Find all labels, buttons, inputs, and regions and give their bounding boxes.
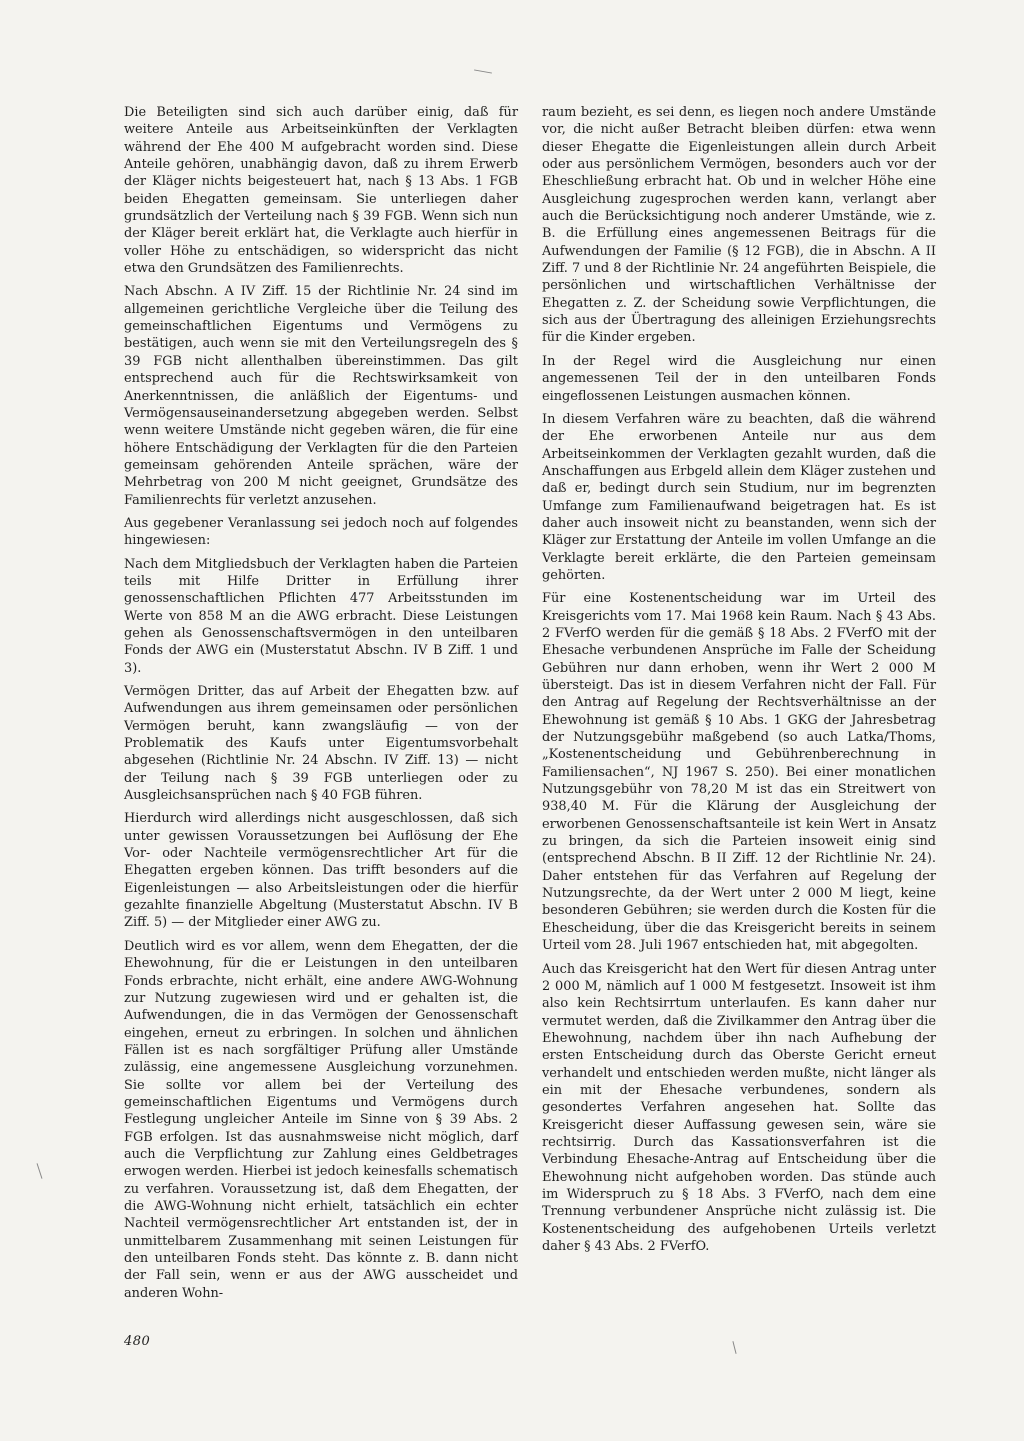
paragraph: Nach Abschn. A IV Ziff. 15 der Richtlinie Nr. 24 sind im allgemeinen gerichtliche Vergleiche über die Teilung des gemeinschaftlichen Eigentums und Vermögens zu bestätigen, auch wenn sie mit den Verteilungsregeln des § 39 FGB nicht allenthalben übereinstimmen. Das gilt entsprechend auch für die Rechtswirksamkeit von Anerkenntnissen, die anläßlich der Eigentums- und Vermögensauseinandersetzung abgegeben werden. Selbst wenn weitere Umstände nicht gegeben wären, die für eine höhere Entschädigung der Verklagten für die den Parteien gemeinsam gehörenden Anteile sprächen, wäre der Mehrbetrag von 200 M nicht geeignet, Grundsätze des Familienrechts für verletzt anzusehen. (124, 284, 518, 508)
paragraph: Hierdurch wird allerdings nicht ausgeschlossen, daß sich unter gewissen Voraussetzungen bei Auflösung der Ehe Vor- oder Nachteile vermögensrechtlicher Art für die Ehegatten ergeben können. Das trifft besonders auf die Eigenleistungen — also Arbeitsleistungen oder die hierfür gezahlte finanzielle Abgeltung (Musterstatut Abschn. IV B Ziff. 5) — der Mitglieder einer AWG zu. (124, 811, 518, 931)
paragraph: Für eine Kostenentscheidung war im Urteil des Kreisgerichts vom 17. Mai 1968 kein Raum. Nach § 43 Abs. 2 FVerfO werden für die gemäß § 18 Abs. 2 FVerfO mit der Ehesache verbundenen Ansprüche im Falle der Scheidung Gebühren nur dann erhoben, wenn ihr Wert 2 000 M übersteigt. Das ist in diesem Verfahren nicht der Fall. Für den Antrag auf Regelung der Rechtsverhältnisse an der Ehewohnung ist gemäß § 10 Abs. 1 GKG der Jahresbetrag der Nutzungsgebühr maßgebend (so auch Latka/Thoms, „Kostenentscheidung und Gebührenberechnung in Familiensachen“, NJ 1967 S. 250). Bei einer monatlichen Nutzungsgebühr von 78,20 M ist das ein Streitwert von 938,40 M. Für die Klärung der Ausgleichung der erworbenen Genossenschaftsanteile ist kein Wert in Ansatz zu bringen, da sich die Parteien insoweit einig sind (entsprechend Abschn. B II Ziff. 12 der Richtlinie Nr. 24). Daher entstehen für das Verfahren auf Regelung der Nutzungsrechte, da der Wert unter 2 000 M liegt, keine besonderen Gebühren; sie werden durch die Kosten für die Ehescheidung, über die das Kreisgericht bereits in seinem Urteil vom 28. Juli 1967 entschieden hat, mit abgegolten. (542, 591, 936, 954)
paragraph: Nach dem Mitgliedsbuch der Verklagten haben die Parteien teils mit Hilfe Dritter in Erfüllung ihrer genossenschaftlichen Pflichten 477 Arbeitsstunden im Werte von 858 M an die AWG erbracht. Diese Leistungen gehen als Genossenschaftsvermögen in den unteilbaren Fonds der AWG ein (Musterstatut Abschn. IV B Ziff. 1 und 3). (124, 556, 518, 676)
paragraph: In diesem Verfahren wäre zu beachten, daß die während der Ehe erworbenen Anteile nur aus dem Arbeitseinkommen der Verklagten gezahlt wurden, daß die Anschaffungen aus Erbgeld allein dem Kläger zustehen und daß er, bedingt durch sein Studium, nur im begrenzten Umfange zum Familienaufwand beigetragen hat. Es ist daher auch insoweit nicht zu beanstanden, wenn sich der Kläger zur Erstattung der Anteile im vollen Umfange an die Verklagte bereit erklärte, die den Parteien gemeinsam gehörten. (542, 411, 936, 583)
paragraph: Vermögen Dritter, das auf Arbeit der Ehegatten bzw. auf Aufwendungen aus ihrem gemeinsamen oder persönlichen Vermögen beruht, kann zwangsläufig — von der Problematik des Kaufs unter Eigentumsvorbehalt abgesehen (Richtlinie Nr. 24 Abschn. IV Ziff. 13) — nicht der Teilung nach § 39 FGB unterliegen oder zu Ausgleichsansprüchen nach § 40 FGB führen. (124, 684, 518, 804)
scan-speck (474, 69, 492, 73)
scan-speck (732, 1341, 736, 1354)
left-column (124, 104, 518, 1308)
right-column (542, 104, 936, 1261)
paragraph: Auch das Kreisgericht hat den Wert für diesen Antrag unter 2 000 M, nämlich auf 1 000 M festgesetzt. Insoweit ist ihm also kein Rechtsirrtum unterlaufen. Es kann daher nur vermutet werden, daß die Zivilkammer den Antrag über die Ehewohnung, nachdem über ihn nach Aufhebung der ersten Entscheidung durch das Oberste Gericht erneut verhandelt und entschieden werden mußte, nicht länger als ein mit der Ehesache verbundenes, sondern als gesondertes Verfahren angesehen hat. Sollte das Kreisgericht dieser Auffassung gewesen sein, wäre sie rechtsirrig. Durch das Kassationsverfahren ist die Verbindung Ehesache-Antrag auf Entscheidung über die Ehewohnung nicht aufgehoben worden. Das stünde auch im Widerspruch zu § 18 Abs. 3 FVerfO, nach dem eine Trennung verbundener Ansprüche nicht zulässig ist. Die Kostenentscheidung des aufgehobenen Urteils verletzt daher § 43 Abs. 2 FVerfO. (542, 961, 936, 1254)
paragraph: In der Regel wird die Ausgleichung nur einen angemessenen Teil der in den unteilbaren Fonds eingeflossenen Leistungen ausmachen können. (542, 353, 936, 404)
paragraph: Die Beteiligten sind sich auch darüber einig, daß für weitere Anteile aus Arbeitseinkünften der Verklagten während der Ehe 400 M aufgebracht worden sind. Diese Anteile gehören, unabhängig davon, daß zu ihrem Erwerb der Kläger nichts beigesteuert hat, nach § 13 Abs. 1 FGB beiden Ehegatten gemeinsam. Sie unterliegen daher grundsätzlich der Verteilung nach § 39 FGB. Wenn sich nun der Kläger bereit erklärt hat, die Verklagte auch hierfür in voller Höhe zu entschädigen, so widerspricht das nicht etwa den Grundsätzen des Familienrechts. (124, 105, 518, 277)
paragraph: raum bezieht, es sei denn, es liegen noch andere Umstände vor, die nicht außer Betracht bleiben dürfen: etwa wenn dieser Ehegatte die Eigenleistungen allein durch Arbeit oder aus persönlichem Vermögen, besonders auch vor der Eheschließung erbracht hat. Ob und in welcher Höhe eine Ausgleichung zugesprochen werden kann, verlangt aber auch die Berücksichtigung noch anderer Umstände, wie z. B. die Erfüllung eines angemessenen Beitrags für die Aufwendungen der Familie (§ 12 FGB), die in Abschn. A II Ziff. 7 und 8 der Richtlinie Nr. 24 angeführten Beispiele, die persönlichen und wirtschaftlichen Verhältnisse der Ehegatten z. Z. der Scheidung sowie Verpflichtungen, die sich aus der Übertragung des alleinigen Erziehungsrechts für die Kinder ergeben. (542, 105, 936, 346)
paragraph: Deutlich wird es vor allem, wenn dem Ehegatten, der die Ehewohnung, für die er Leistungen in den unteilbaren Fonds erbrachte, nicht erhält, eine andere AWG-Wohnung zur Nutzung zugewiesen wird und er gehalten ist, die Aufwendungen, die in das Vermögen der Genossenschaft eingehen, erneut zu erbringen. In solchen und ähnlichen Fällen ist es nach sorgfältiger Prüfung aller Umstände zulässig, eine angemessene Ausgleichung vorzunehmen. Sie sollte vor allem bei der Verteilung des gemeinschaftlichen Eigentums und Vermögens durch Festlegung ungleicher Anteile im Sinne von § 39 Abs. 2 FGB erfolgen. Ist das ausnahmsweise nicht möglich, darf auch die Verpflichtung zur Zahlung eines Geldbetrages erwogen werden. Hierbei ist jedoch keinesfalls schematisch zu verfahren. Voraussetzung ist, daß dem Ehegatten, der die AWG-Wohnung nicht erhielt, tatsächlich ein echter Nachteil vermögensrechtlicher Art entstanden ist, der in unmittelbarem Zusammenhang mit seinen Leistungen für den unteilbaren Fonds steht. Das könnte z. B. dann nicht der Fall sein, wenn er aus der AWG ausscheidet und anderen Wohn- (124, 938, 518, 1301)
paragraph: Aus gegebener Veranlassung sei jedoch noch auf folgendes hingewiesen: (124, 515, 518, 549)
scan-speck (37, 1163, 43, 1179)
page-number: 480 (124, 1334, 151, 1349)
